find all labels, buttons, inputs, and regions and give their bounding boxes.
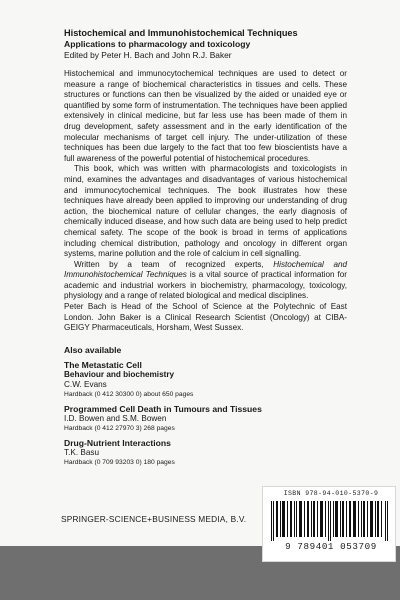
list-item xyxy=(64,438,347,467)
description-paragraph-2: This book, which was written with pharmacologists and toxicologists in mind, examines the advantages and disadvantages of various histochemical and immunocytochemical techniques. The book illustrates how these techniques have already been applied to improving our understanding of drug action, the biochemical nature of cellular changes, the early diagnosis of chemically induced disease, and how such data are being used to help predict chemical safety. The scope of the book is broad in terms of applications including chemical distribution, pathology and oncology in different organ systems, marine pollution and the role of calcium in cell signalling. xyxy=(64,164,347,259)
description-paragraph-1: Histochemical and immunocytochemical techniques are used to detect or measure a range of biochemical characteristics in tissues and cells. These structures or functions can then be visualized by the aided or unaided eye or quantified by some form of instrumentation. The techniques have been applied extensively in clinical medicine, but far less use has been made of them in drug development, safety assessment and in the early identification of the molecular mechanisms of target cell injury. The under-utilization of these techniques has been due largely to the fact that too few bioscientists have a full awareness of the powerful potential of histochemical procedures. xyxy=(64,69,347,163)
book-title: Histochemical and Immunohistochemical Techniques xyxy=(64,28,298,38)
related-info: Hardback (0 709 93203 0) 180 pages xyxy=(64,458,175,466)
publisher-name: SPRINGER-SCIENCE+BUSINESS MEDIA, B.V. xyxy=(61,514,247,524)
description-paragraph-3 xyxy=(64,260,347,302)
related-title: Programmed Cell Death in Tumours and Tissues xyxy=(64,403,262,414)
related-title: Drug-Nutrient Interactions xyxy=(64,437,171,448)
paragraph-3-book-title: Histochemical and Immunohistochemical Techniques xyxy=(64,259,347,280)
cover-text-block xyxy=(64,28,347,472)
related-author: I.D. Bowen and S.M. Bowen xyxy=(64,413,167,423)
related-author: T.K. Basu xyxy=(64,447,100,457)
paragraph-3-rest: is a vital source of practical information for academic and industrial workers in biochemistry, pharmacology, toxicology, physiology and a range of related biological and medical disciplines. xyxy=(64,270,347,301)
related-info: Hardback (0 412 27970 3) 268 pages xyxy=(64,424,175,432)
also-available-heading: Also available xyxy=(64,344,122,355)
author-bio: Peter Bach is Head of the School of Science at the Polytechnic of East London. John Baker is a Clinical Research Scientist (Oncology) at CIBA-GEIGY Pharmaceuticals, Horsham, West Sussex. xyxy=(64,302,347,333)
barcode-icon xyxy=(269,501,391,541)
barcode-number: 9 789401 053709 xyxy=(285,541,377,552)
book-subtitle: Applications to pharmacology and toxicology xyxy=(64,39,251,49)
paragraph-3-lead: Written by a team of recognized experts, xyxy=(74,259,274,269)
list-item xyxy=(64,404,347,433)
related-info: Hardback (0 412 30300 0) about 650 pages xyxy=(64,390,194,398)
related-author: C.W. Evans xyxy=(64,379,107,389)
related-title: The Metastatic Cell xyxy=(64,359,142,370)
list-item xyxy=(64,360,347,399)
editors-line: Edited by Peter H. Bach and John R.J. Baker xyxy=(64,50,232,60)
barcode-panel xyxy=(262,486,396,562)
isbn-label: ISBN 978-94-010-5370-9 xyxy=(283,490,379,497)
related-subtitle: Behaviour and biochemistry xyxy=(64,369,175,379)
